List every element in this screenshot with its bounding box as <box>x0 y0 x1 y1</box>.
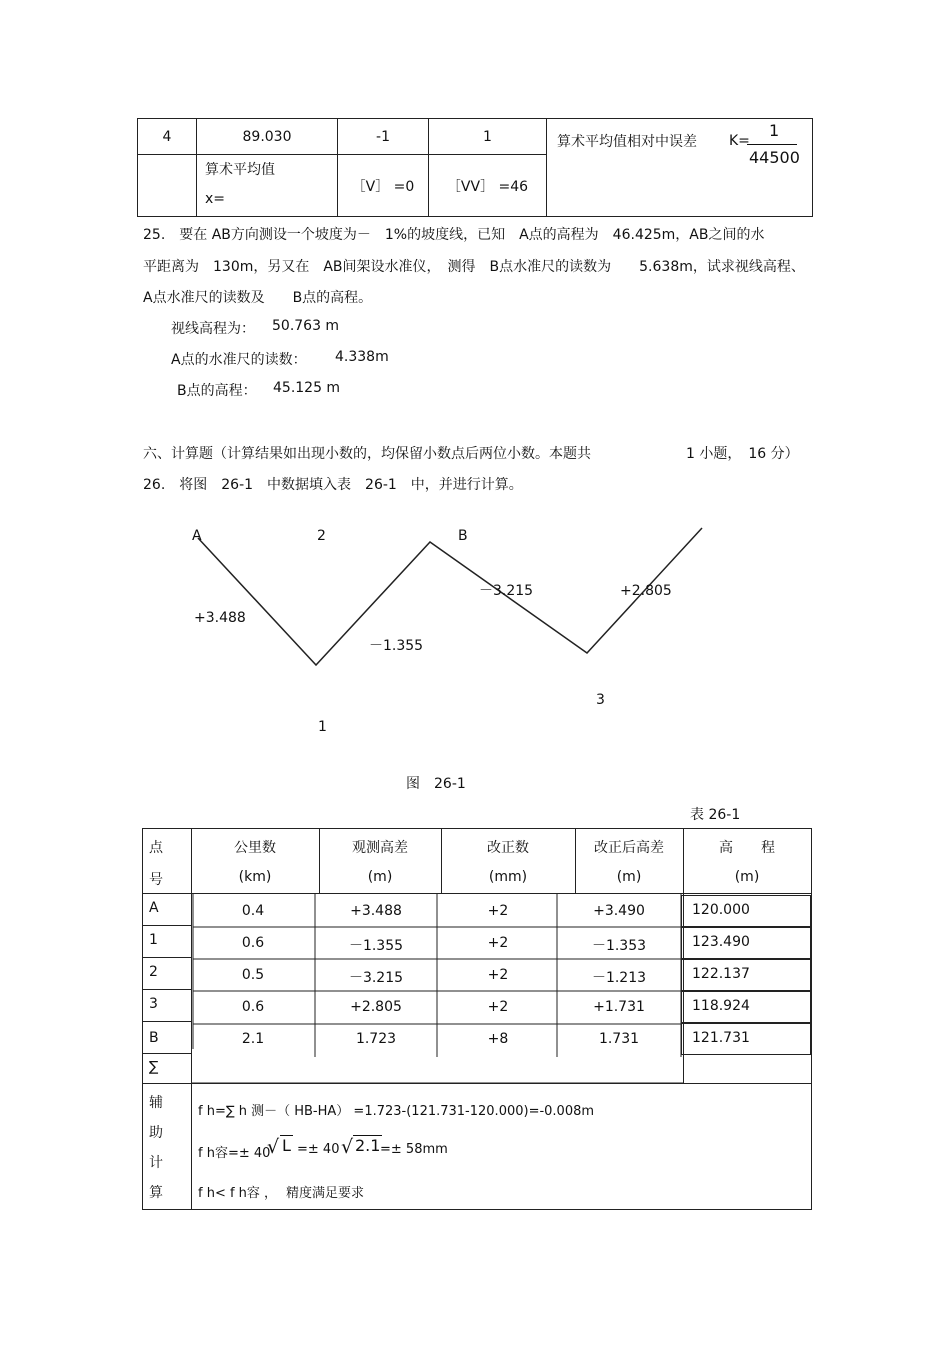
data-grid-lines <box>191 893 683 1083</box>
aux-line2b: L <box>282 1136 291 1155</box>
section6-heading-tail: 1 小题， 16 分） <box>686 446 799 462</box>
point-cell <box>143 958 192 990</box>
header-obs-2: (m) <box>367 869 393 885</box>
header-correction <box>441 829 576 893</box>
q25-line1: 25. 要在 AB方向测设一个坡度为－ 1%的坡度线，已知 A点的高程为 46.425m，AB之间的水 <box>143 227 765 243</box>
aux-label-char: 辅 <box>149 1095 163 1111</box>
cell-corr: +2 <box>487 999 509 1015</box>
table-caption: 表 26-1 <box>690 807 741 823</box>
sum-v: ［V］ =0 <box>338 155 429 217</box>
header-adjusted <box>575 829 684 893</box>
diff-label-4: +2.805 <box>620 583 672 599</box>
ans2-label: A点的水准尺的读数： <box>171 352 307 368</box>
aux-section <box>143 1083 811 1210</box>
point-label: A <box>149 900 159 916</box>
elevation-cell <box>681 1023 811 1055</box>
header-km-2: (km) <box>238 869 272 885</box>
point-label-1: 1 <box>318 719 327 735</box>
point-cell <box>143 990 192 1022</box>
cell-obs: 1.723 <box>355 1031 397 1047</box>
cell-km: 0.5 <box>241 967 265 983</box>
header-adj-1: 改正后高差 <box>594 840 664 856</box>
header-elev-2: (m) <box>734 869 760 885</box>
cell-vv: 1 <box>429 119 547 155</box>
aux-label-char: 算 <box>149 1185 163 1201</box>
header-elev-1: 高 程 <box>719 840 775 856</box>
ans1-label: 视线高程为： <box>171 321 255 337</box>
cell-km: 2.1 <box>241 1031 265 1047</box>
aux-line2a: f h容=± 40 <box>198 1146 271 1161</box>
aux-label-char: 助 <box>149 1125 163 1141</box>
cell-v: -1 <box>338 119 429 155</box>
mean-label: 算术平均值 <box>205 162 275 178</box>
cell-corr: +2 <box>487 903 509 919</box>
point-label-B: B <box>458 528 468 544</box>
point-label-A: A <box>192 528 202 544</box>
point-label: 3 <box>149 996 158 1012</box>
point-label: B <box>149 1030 159 1046</box>
point-label-2: 2 <box>317 528 326 544</box>
q26-text: 26. 将图 26-1 中数据填入表 26-1 中，并进行计算。 <box>143 477 523 493</box>
sum-label: ∑ <box>149 1059 159 1075</box>
point-label: 1 <box>149 932 158 948</box>
cell-obs: +3.488 <box>350 903 402 919</box>
ans3-label: B点的高程： <box>177 383 257 399</box>
cell-obs: +2.805 <box>350 999 402 1015</box>
sum-vv: ［VV］ =46 <box>429 155 547 217</box>
aux-label-cell <box>143 1084 192 1210</box>
aux-line1: f h=∑ h 测－（ HB-HA） =1.723-(121.731-120.000)=-0.008m <box>198 1104 595 1119</box>
aux-line2c: =± 40 <box>297 1142 340 1157</box>
q25-line2: 平距离为 130m，另又在 AB间架设水准仪， 测得 B点水准尺的读数为 5.638m，试求视线高程、 <box>143 259 805 275</box>
cell-corr: +2 <box>487 967 509 983</box>
aux-line3a: f h< f h容 ， <box>198 1186 278 1201</box>
q25-line3: A点水准尺的读数及 B点的高程。 <box>143 290 373 306</box>
ans2-value: 4.338m <box>335 349 389 365</box>
header-adj-2: (m) <box>616 869 642 885</box>
header-corr-1: 改正数 <box>487 840 529 856</box>
elevation-value: 120.000 <box>692 902 750 918</box>
cell-corr: +8 <box>487 1031 509 1047</box>
elevation-value: 123.490 <box>692 934 750 950</box>
k-denominator: 44500 <box>749 148 800 167</box>
cell-km: 0.6 <box>241 935 265 951</box>
aux-label-char: 计 <box>149 1155 163 1171</box>
elevation-value: 122.137 <box>692 966 750 982</box>
elevation-cell <box>681 927 811 959</box>
point-cell <box>143 893 192 926</box>
section6-heading: 六、计算题（计算结果如出现小数的，均保留小数点后两位小数。本题共 <box>143 446 591 462</box>
header-observed <box>319 829 442 893</box>
table-26-1 <box>142 828 812 1210</box>
elevation-cell <box>681 959 811 991</box>
point-cell <box>143 1022 192 1054</box>
figure-caption: 图 26-1 <box>406 776 466 792</box>
cell-adj: +3.490 <box>593 903 645 919</box>
cell-obs: －3.215 <box>348 970 404 986</box>
k-label: K= <box>729 133 750 149</box>
cell-obs: －1.355 <box>348 938 404 954</box>
sum-cell <box>143 1054 192 1083</box>
cell-no: 4 <box>138 119 197 155</box>
diff-label-3: －3.215 <box>479 583 534 599</box>
ans3-value: 45.125 m <box>273 380 341 396</box>
elevation-cell <box>681 895 811 927</box>
cell-km: 0.6 <box>241 999 265 1015</box>
header-row <box>143 829 811 894</box>
aux-line2e: =± 58mm <box>380 1142 448 1157</box>
sqrt-icon: √ <box>267 1136 280 1158</box>
aux-line2d: 2.1 <box>355 1136 381 1155</box>
elevation-cell <box>681 991 811 1023</box>
cell-adj: 1.731 <box>598 1031 640 1047</box>
data-grid <box>191 893 683 1083</box>
aux-line3b: 精度满足要求 <box>286 1186 365 1201</box>
header-point-2: 号 <box>149 872 163 888</box>
header-point <box>143 829 192 893</box>
cell-value: 89.030 <box>197 119 338 155</box>
header-elevation <box>683 829 811 893</box>
header-km-1: 公里数 <box>234 840 276 856</box>
cell-adj: －1.213 <box>591 970 647 986</box>
mean-x-label: x= <box>205 191 226 207</box>
point-label: 2 <box>149 964 158 980</box>
cell-corr: +2 <box>487 935 509 951</box>
elevation-value: 121.731 <box>692 1030 750 1046</box>
cell-km: 0.4 <box>241 903 265 919</box>
cell-adj: +1.731 <box>593 999 645 1015</box>
diff-label-2: －1.355 <box>369 638 424 654</box>
header-obs-1: 观测高差 <box>352 840 408 856</box>
header-corr-2: (mm) <box>488 869 528 885</box>
header-point-1: 点 <box>149 840 163 856</box>
header-km <box>191 829 320 893</box>
point-label-3: 3 <box>596 692 605 708</box>
ans1-value: 50.763 m <box>272 318 340 334</box>
rel-error-label: 算术平均值相对中误差 <box>557 134 697 150</box>
diff-label-1: +3.488 <box>194 610 246 626</box>
k-numerator: 1 <box>769 121 780 140</box>
sqrt-icon: √ <box>341 1136 354 1158</box>
cell-adj: －1.353 <box>591 938 647 954</box>
point-cell <box>143 926 192 958</box>
elevation-value: 118.924 <box>692 998 750 1014</box>
